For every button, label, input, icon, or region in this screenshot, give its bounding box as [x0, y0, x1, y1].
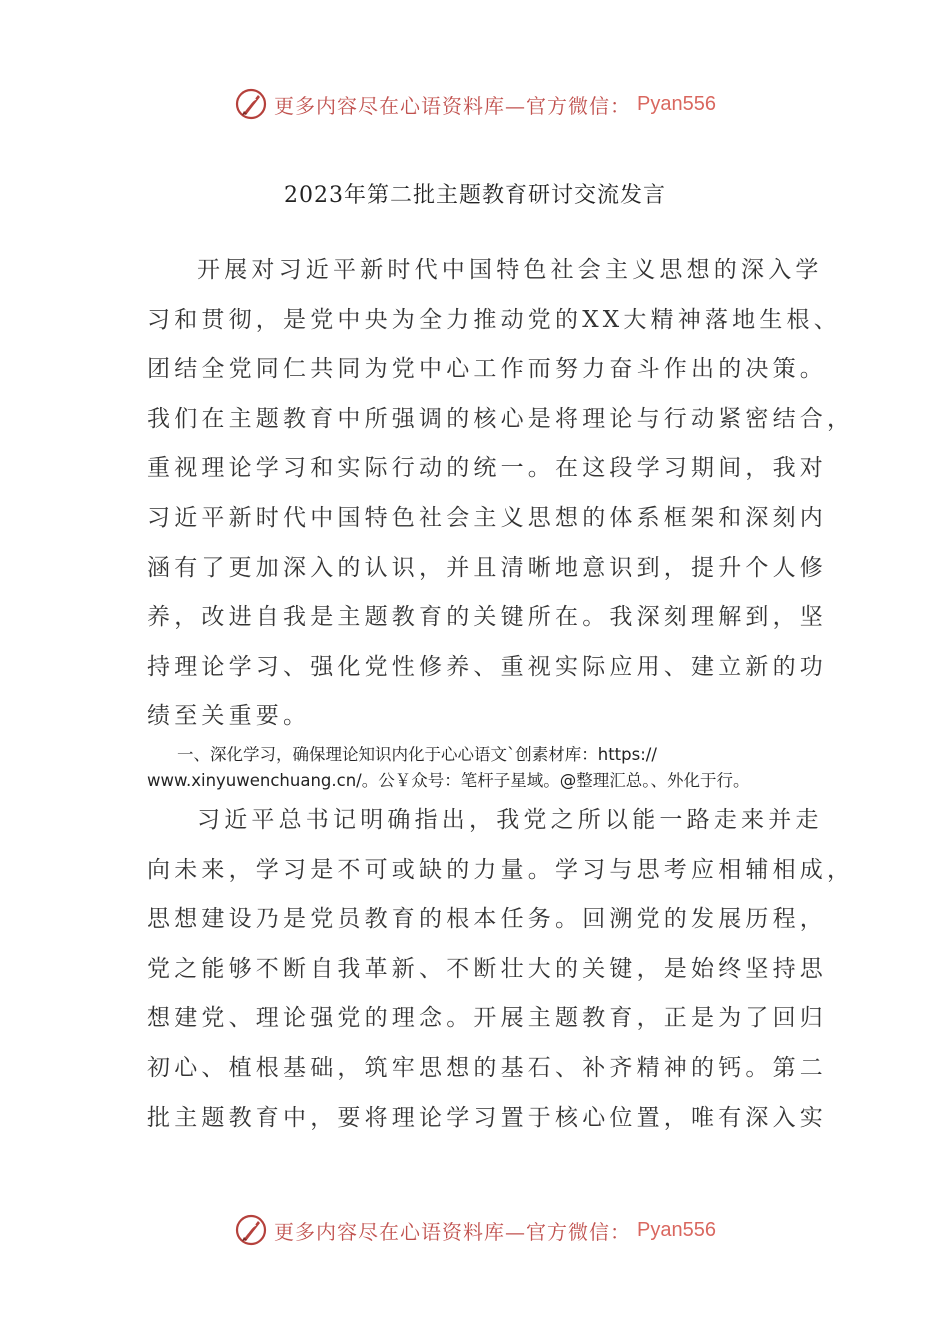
paragraph-line: 持理论学习、强化党性修养、重视实际应用、建立新的功	[147, 653, 827, 680]
paragraph-line: 党之能够不断自我革新、不断壮大的关键，是始终坚持思	[147, 955, 827, 982]
header-banner	[0, 84, 950, 124]
paragraph-line: 批主题教育中，要将理论学习置于核心位置，唯有深入实	[147, 1104, 827, 1131]
header-banner-text: 更多内容尽在心语资料库—官方微信：	[274, 93, 632, 118]
paragraph-line: 习和贯彻，是党中央为全力推动党的XX大精神落地生根、	[147, 306, 841, 333]
paragraph-line: 想建党、理论强党的理念。开展主题教育，正是为了回归	[147, 1005, 827, 1032]
quill-logo-icon	[234, 1213, 268, 1247]
paragraph-line: 思想建设乃是党员教育的根本任务。回溯党的发展历程，	[147, 906, 827, 933]
header-wechat-id: Pyan556	[637, 92, 716, 115]
quill-logo-icon	[234, 87, 268, 121]
body-paragraph-2	[147, 796, 855, 1143]
paragraph-line: 团结全党同仁共同为党中心工作而努力奋斗作出的决策。	[147, 356, 827, 383]
paragraph-line: 重视理论学习和实际行动的统一。在这段学习期间，我对	[147, 455, 827, 482]
section-heading	[147, 742, 827, 794]
footer-banner-text: 更多内容尽在心语资料库—官方微信：	[274, 1219, 632, 1244]
footer-wechat-id: Pyan556	[637, 1218, 716, 1241]
paragraph-line: 习近平新时代中国特色社会主义思想的体系框架和深刻内	[147, 504, 827, 531]
footer-banner	[0, 1210, 950, 1250]
section-heading-line: www.xinyuwenchuang.cn/。公￥众号：笔杆子星域。@整理汇总。、外化于行。	[147, 771, 750, 790]
paragraph-line: 绩至关重要。	[147, 703, 311, 730]
section-heading-line: 一、深化学习，确保理论知识内化于心心语文`创素材库：https://	[177, 745, 657, 764]
body-paragraph-1	[147, 246, 855, 742]
paragraph-line: 涵有了更加深入的认识，并且清晰地意识到，提升个人修	[147, 554, 827, 581]
paragraph-line: 初心、植根基础，筑牢思想的基石、补齐精神的钙。第二	[147, 1054, 827, 1081]
paragraph-line: 开展对习近平新时代中国特色社会主义思想的深入学	[197, 257, 823, 283]
paragraph-line: 我们在主题教育中所强调的核心是将理论与行动紧密结合，	[147, 405, 855, 432]
paragraph-line: 养，改进自我是主题教育的关键所在。我深刻理解到，坚	[147, 604, 827, 631]
paragraph-line: 向未来，学习是不可或缺的力量。学习与思考应相辅相成，	[147, 856, 855, 883]
paragraph-line: 习近平总书记明确指出，我党之所以能一路走来并走	[197, 807, 823, 833]
document-title: 2023年第二批主题教育研讨交流发言	[284, 183, 666, 208]
